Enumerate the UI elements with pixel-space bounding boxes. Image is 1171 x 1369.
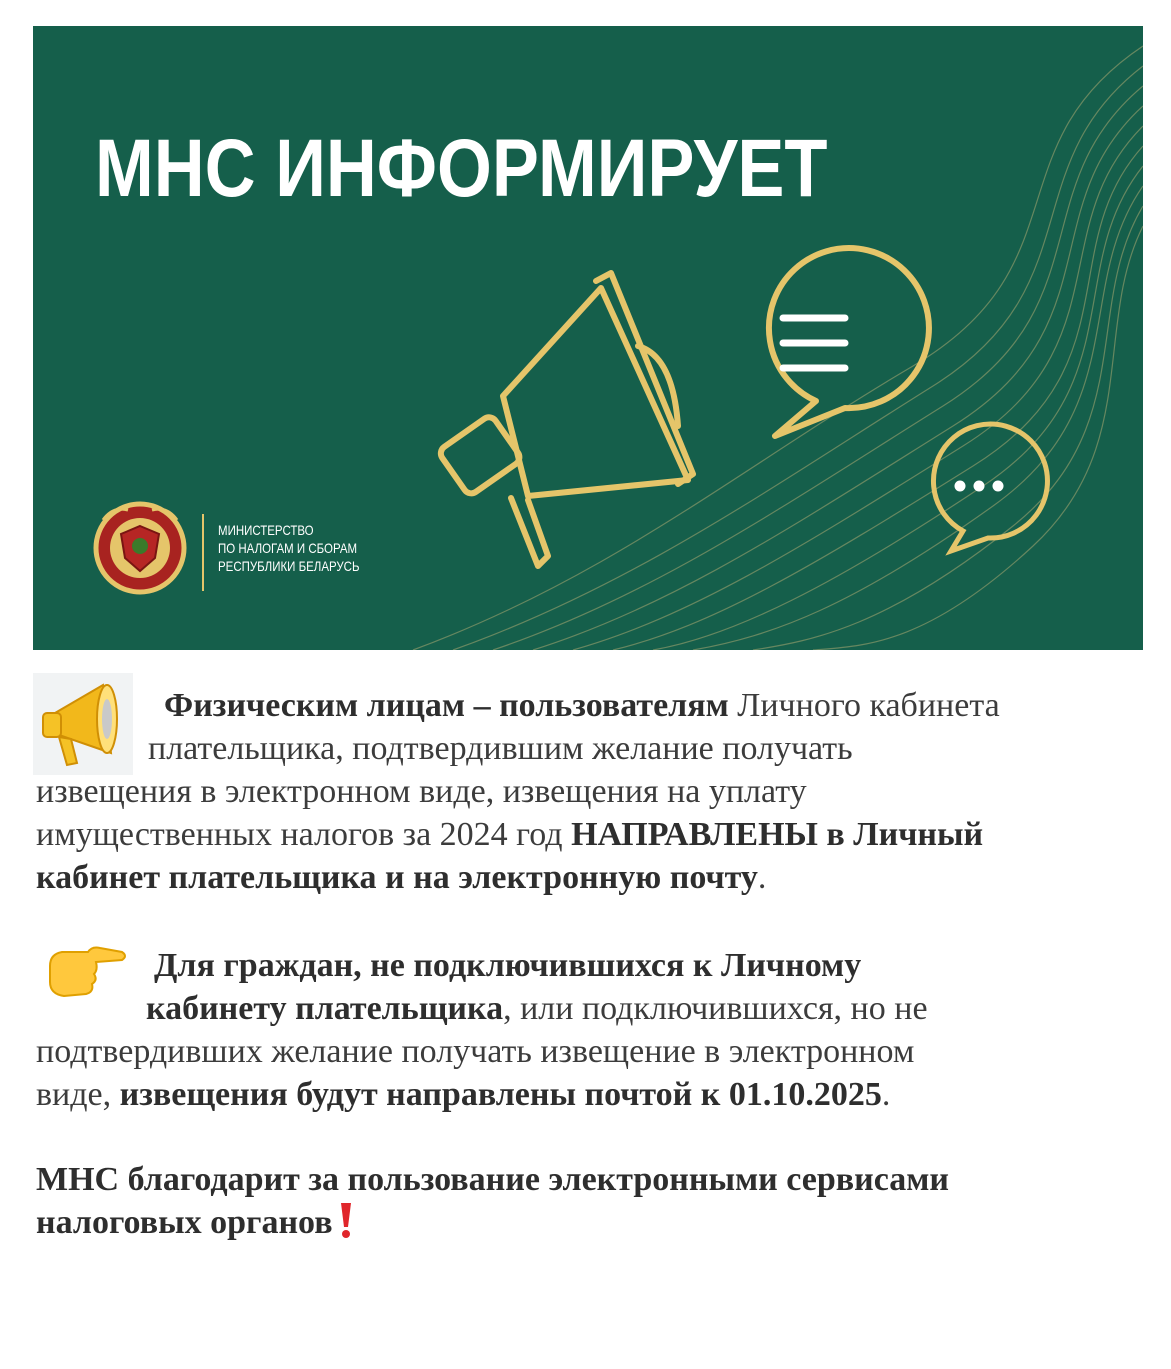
p1-text-5: . [757,859,767,896]
p1-text-1: Личного кабинета [728,687,1000,724]
p2-text-4: . [881,1076,891,1113]
ministry-line-1: МИНИСТЕРСТВО [218,522,314,538]
p1-text-2: плательщика, подтвердившим желание получать [148,730,853,767]
megaphone-icon [438,273,693,566]
ministry-name [218,521,360,575]
paragraph-citizens [36,944,1146,1116]
p2-bold-2: кабинету плательщика [146,990,504,1027]
ministry-line-2: ПО НАЛОГАМ И СБОРАМ [218,540,358,556]
p2-bold-3: извещения будут направлены почтой к 01.10.2025 [119,1076,882,1113]
ministry-emblem-icon [96,504,184,592]
exclamation-icon [337,1201,355,1239]
p3-bold-1: МНС благодарит за пользование электронными сервисами [36,1161,949,1198]
paragraph-individuals [36,684,1146,899]
text-lines-icon [783,318,845,368]
ellipsis-icon [955,481,1004,492]
banner-graphics [33,26,1143,650]
p2-bold-1: Для граждан, не подключившихся к Личному [154,947,862,984]
p2-text-1: , или подключившихся, но не [503,990,928,1027]
p2-text-2: подтвердивших желание получать извещение в электронном [36,1033,915,1070]
banner [33,26,1143,650]
p1-bold-3: кабинет плательщика и на электронную почту [36,859,758,896]
p1-bold-2: НАПРАВЛЕНЫ в Личный [571,816,984,853]
p2-text-3: виде, [36,1076,120,1113]
banner-headline: МНС ИНФОРМИРУЕТ [95,123,828,214]
p1-text-4: имущественных налогов за 2024 год [36,816,572,853]
p3-bold-2: налоговых органов [36,1204,333,1241]
dots-bubble-icon [933,424,1047,551]
ministry-line-3: РЕСПУБЛИКИ БЕЛАРУСЬ [218,558,360,574]
paragraph-thanks [36,1158,1146,1244]
p1-bold-1: Физическим лицам – пользователям [164,687,729,724]
p1-text-3: извещения в электронном виде, извещения на уплату [36,773,807,810]
